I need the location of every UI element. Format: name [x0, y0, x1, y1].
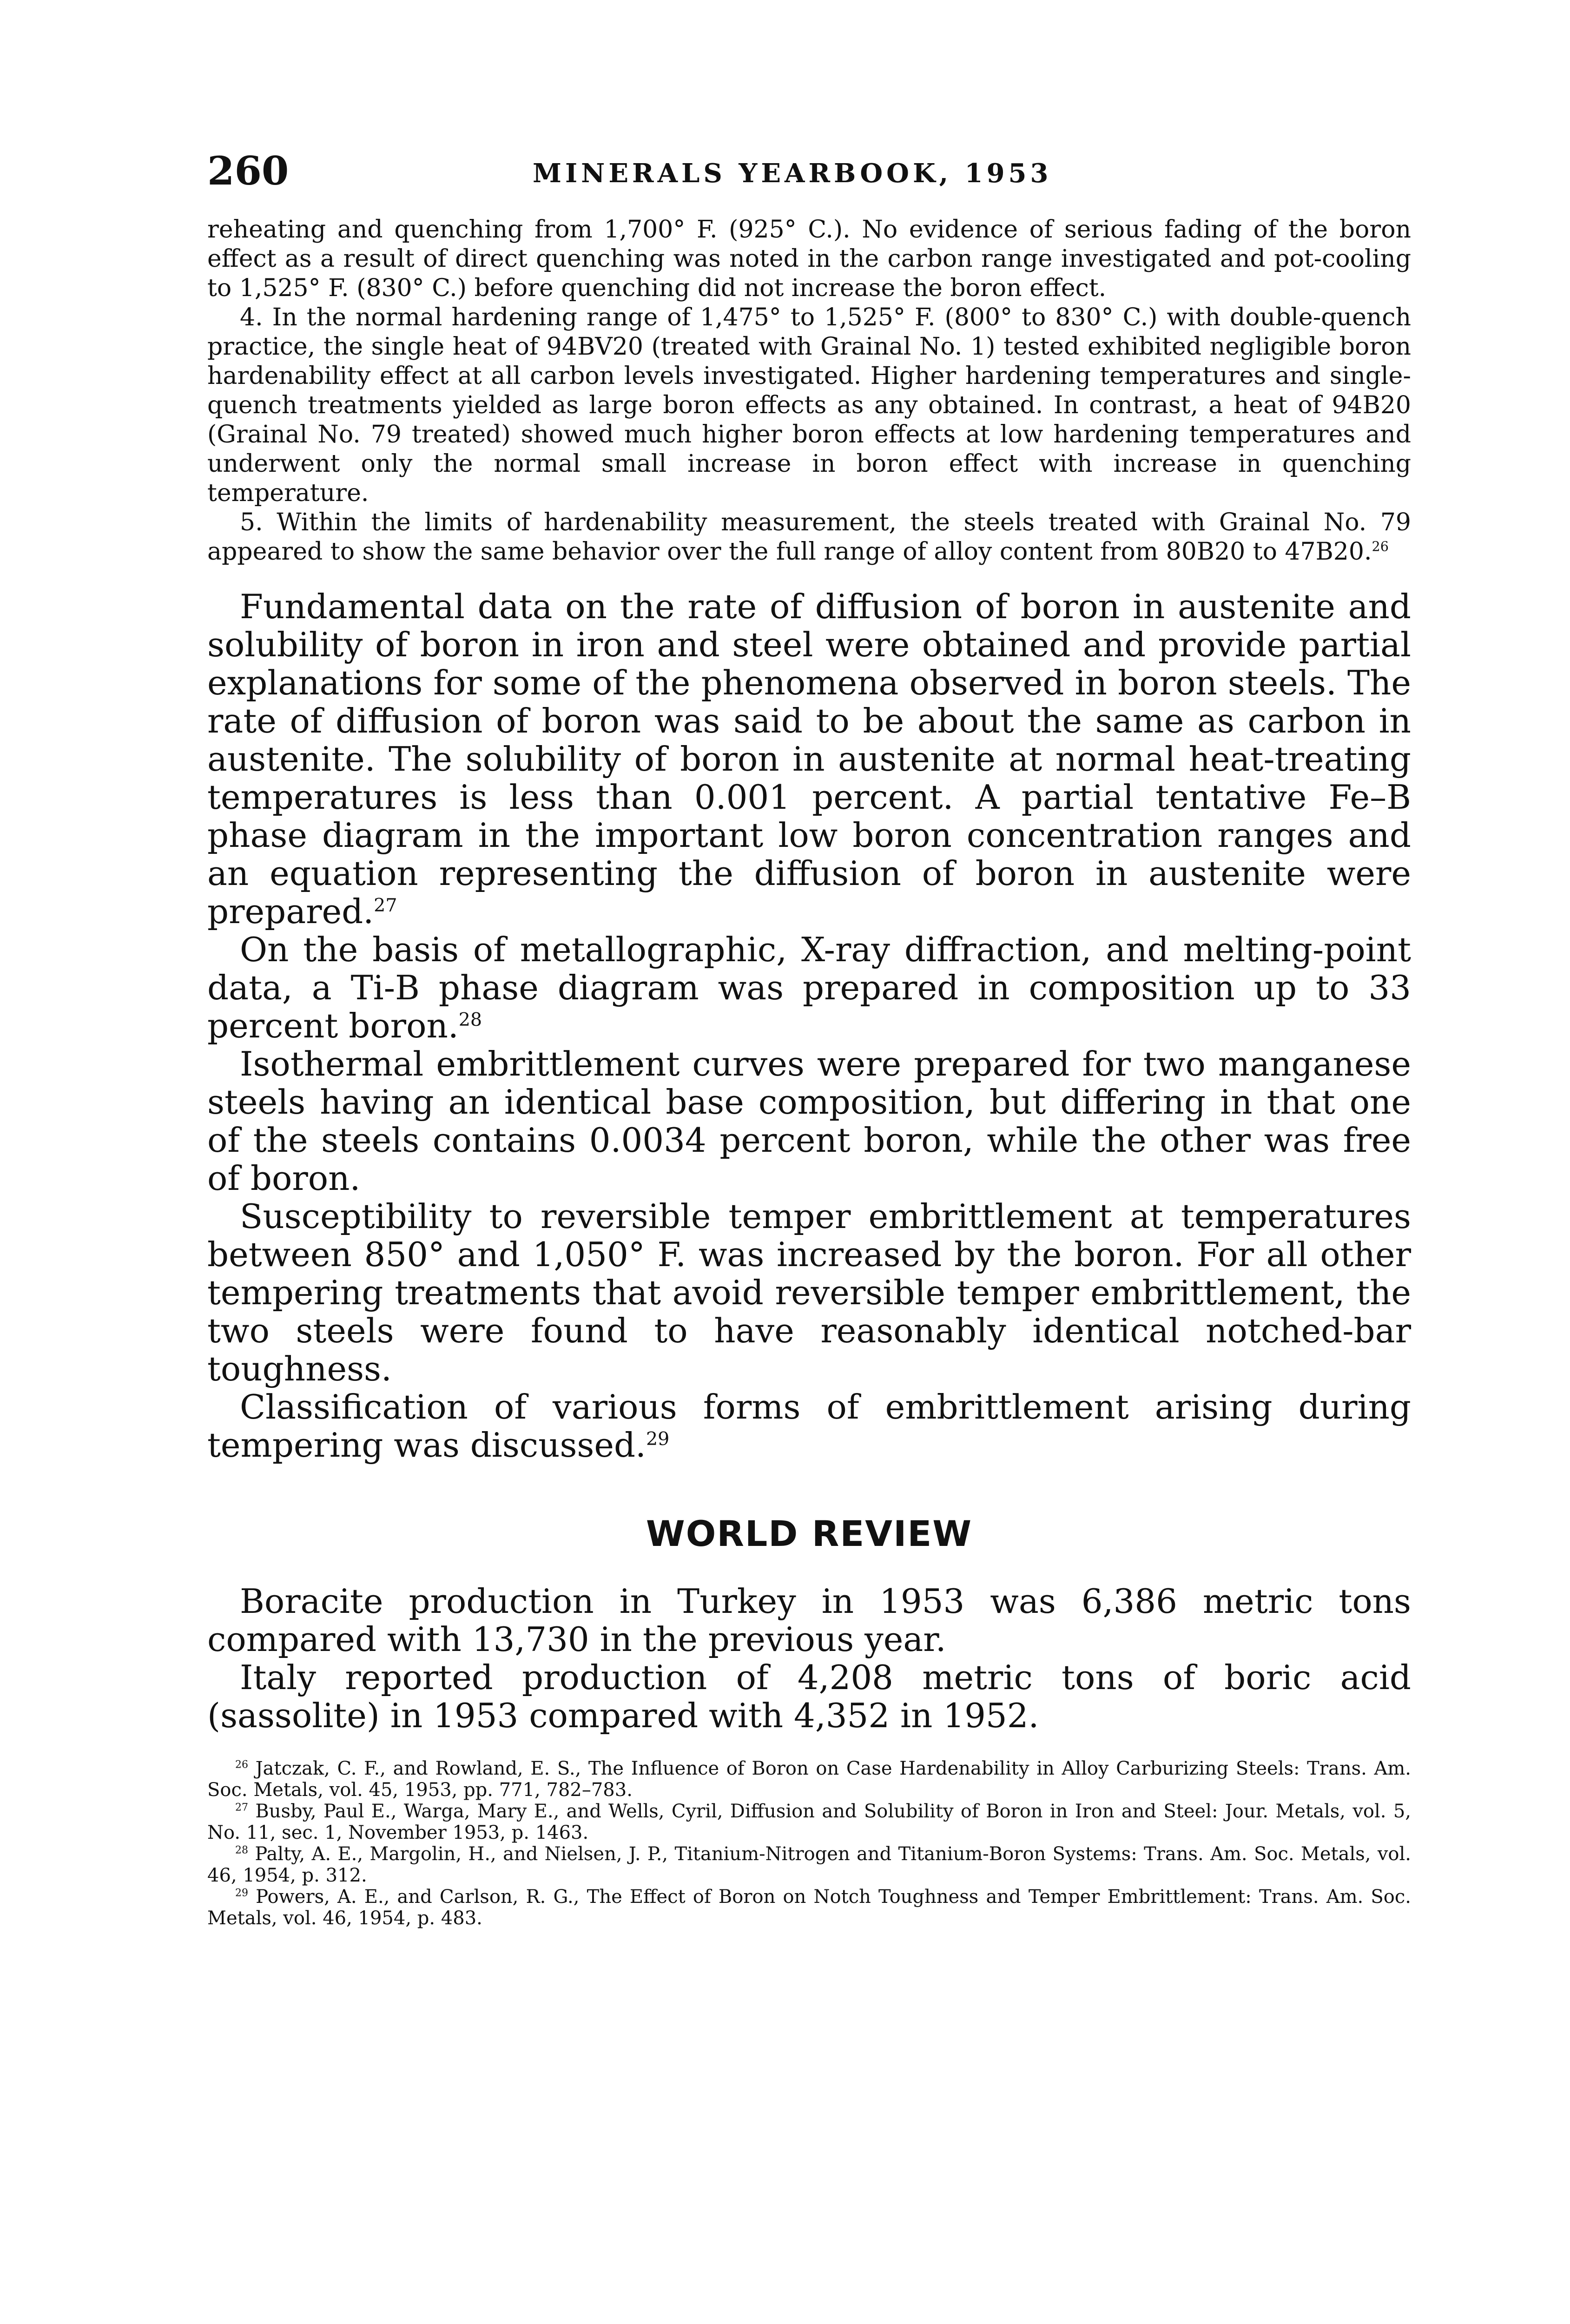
footnote-27 — [207, 1801, 1411, 1843]
finding-4: 4. In the normal hardening range of 1,475° to 1,525° F. (800° to 830° C.) with double-quench practice, the single heat of 94BV20 (treated with Grainal No. 1) tested exhibited negligible boron hardenability effect at all carbon levels investigated. Higher hardening temperatures and single-quench treatments yielded as large boron effects as any obtained. In contrast, a heat of 94B20 (Grainal No. 79 treated) showed much higher boron effects at low hardening temperatures and underwent only the normal small increase in boron effect with increase in quenching temperature. — [207, 304, 1411, 507]
page-number: 260 — [207, 148, 289, 194]
footnote-text: Busby, Paul E., Warga, Mary E., and Wells, Cyril, Diffusion and Solubility of Boron in Iron and Steel: Jour. Metals, vol. 5, No. 11, sec. 1, November 1953, p. 1463. — [207, 1801, 1411, 1843]
paragraph-turkey: Boracite production in Turkey in 1953 was 6,386 metric tons compared with 13,730 in the previous year. — [207, 1582, 1411, 1659]
footnote-text: Powers, A. E., and Carlson, R. G., The Effect of Boron on Notch Toughness and Temper Embrittlement: Trans. Am. Soc. Metals, vol. 46, 1954, p. 483. — [207, 1886, 1412, 1929]
footnote-ref: 27 — [374, 895, 397, 916]
numbered-findings — [207, 215, 1411, 567]
paragraph-diffusion — [207, 588, 1411, 931]
paragraph-text: Classification of various forms of embrittlement arising during tempering was discussed. — [207, 1387, 1411, 1465]
running-title: MINERALS YEARBOOK, 1953 — [533, 158, 1052, 189]
body-text — [207, 588, 1411, 1464]
footnote-number: 26 — [235, 1759, 248, 1771]
page — [207, 148, 1411, 1929]
section-heading-world-review: WORLD REVIEW — [646, 1513, 973, 1554]
finding-5-text: 5. Within the limits of hardenability measurement, the steels treated with Grainal No. 79 appeared to show the same behavior over the full range of alloy content from 80B20 to 47B20. — [207, 508, 1411, 566]
footnote-number: 27 — [235, 1802, 248, 1814]
paragraph-phase-diagram — [207, 931, 1411, 1045]
footnote-number: 29 — [235, 1887, 248, 1899]
footnote-26 — [207, 1758, 1411, 1801]
footnote-29 — [207, 1886, 1411, 1929]
footnote-number: 28 — [235, 1844, 248, 1856]
paragraph-text: Fundamental data on the rate of diffusion of boron in austenite and solubility of boron in iron and steel were obtained and provide partial explanations for some of the phenomena observed in boron steels. The rate of diffusion of boron was said to be about the same as carbon in austenite. The solubility of boron in austenite at normal heat-treating temperatures is less than 0.001 percent. A partial tentative Fe–B phase diagram in the important low boron concentration ranges and an equation representing the diffusion of boron in austenite were prepared. — [207, 587, 1411, 931]
footnote-text: Jatczak, C. F., and Rowland, E. S., The Influence of Boron on Case Hardenability in Alloy Carburizing Steels: Trans. Am. Soc. Metals, vol. 45, 1953, pp. 771, 782–783. — [207, 1758, 1411, 1801]
paragraph-text: Isothermal embrittlement curves were prepared for two manganese steels having an identical base composition, but differing in that one of the steels contains 0.0034 percent boron, while the other was free of boron. — [207, 1044, 1411, 1198]
footnote-text: Palty, A. E., Margolin, H., and Nielsen, J. P., Titanium-Nitrogen and Titanium-Boron Systems: Trans. Am. Soc. Metals, vol. 46, 1954, p. 312. — [207, 1843, 1412, 1886]
footnotes — [207, 1758, 1411, 1929]
running-head — [207, 148, 1411, 204]
finding-continuation: reheating and quenching from 1,700° F. (925° C.). No evidence of serious fading of the boron effect as a result of direct quenching was noted in the carbon range investigated and pot-cooling to 1,525° F. (830° C.) before quenching did not increase the boron effect. — [207, 216, 1411, 302]
paragraph-text: Susceptibility to reversible temper embrittlement at temperatures between 850° and 1,050° F. was increased by the boron. For all other tempering treatments that avoid reversible temper embrittlement, the two steels were found to have reasonably identical notched-bar toughness. — [207, 1197, 1411, 1388]
footnote-28 — [207, 1843, 1411, 1886]
paragraph-isothermal — [207, 1045, 1411, 1197]
paragraph-text: On the basis of metallographic, X-ray diffraction, and melting-point data, a Ti-B phase diagram was prepared in composition up to 33 percent boron. — [207, 930, 1411, 1045]
world-review-body — [207, 1582, 1411, 1735]
footnote-ref: 28 — [458, 1009, 482, 1030]
paragraph-classification — [207, 1388, 1411, 1464]
paragraph-italy: Italy reported production of 4,208 metric tons of boric acid (sassolite) in 1953 compared with 4,352 in 1952. — [207, 1658, 1411, 1735]
paragraph-susceptibility — [207, 1197, 1411, 1388]
finding-5 — [207, 508, 1411, 567]
footnote-ref: 26 — [1372, 538, 1389, 555]
footnote-ref: 29 — [646, 1428, 670, 1450]
